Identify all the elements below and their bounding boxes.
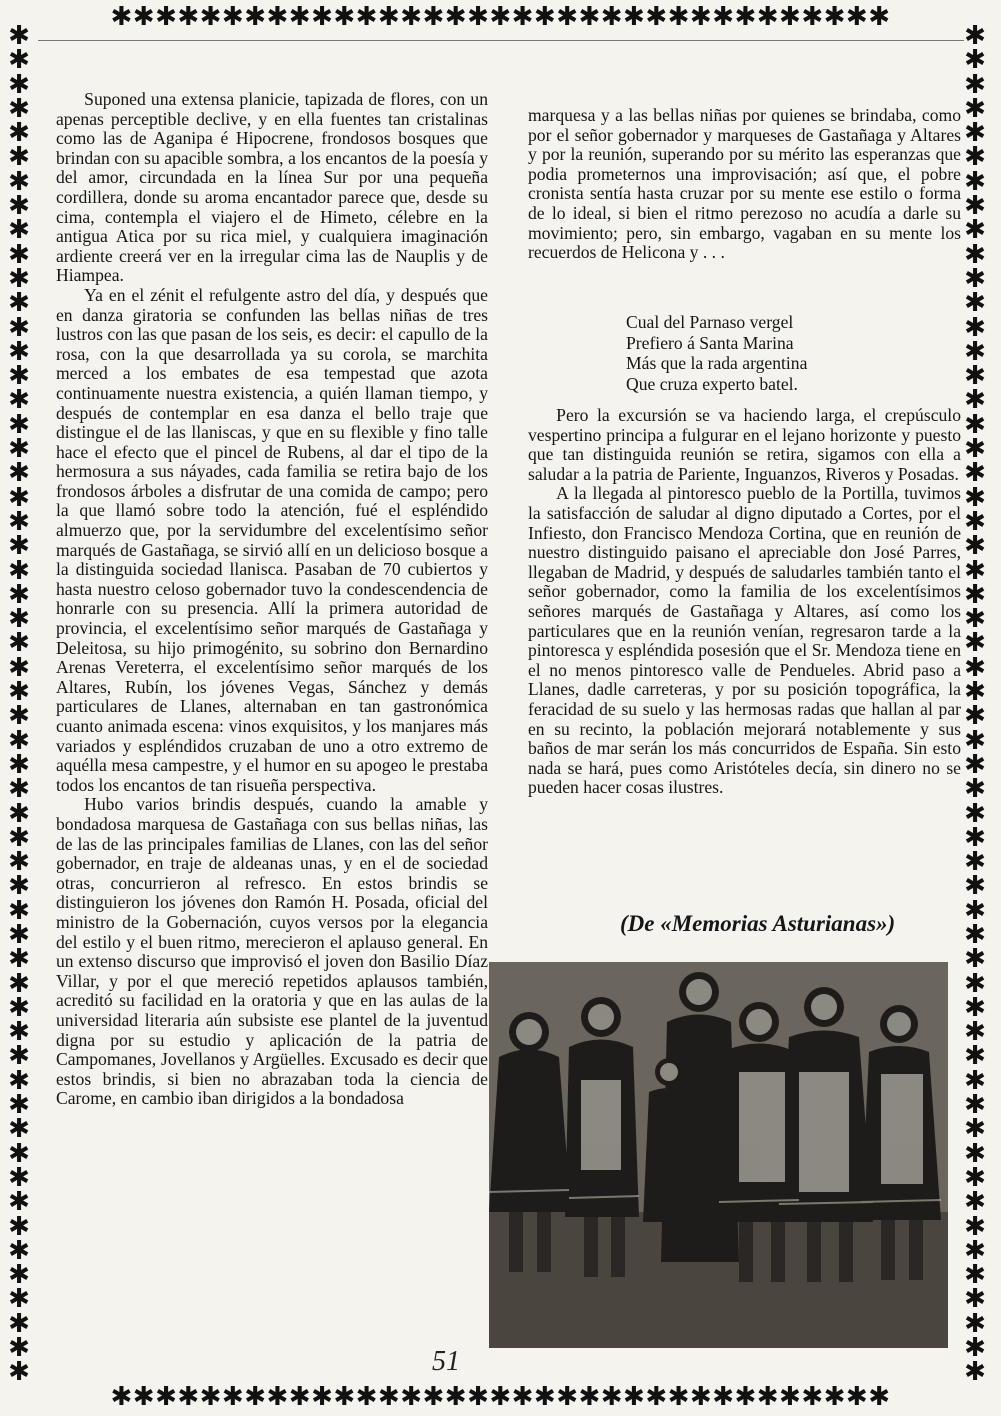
source-prefix: (De « [620, 911, 672, 936]
source-suffix: ») [876, 911, 896, 936]
verse-line: Cual del Parnaso vergel [626, 312, 794, 332]
verse-line: Que cruza experto batel. [626, 373, 798, 394]
star-border-bottom: ✱✱✱✱✱✱✱✱✱✱✱✱✱✱✱✱✱✱✱✱✱✱✱✱✱✱✱✱✱✱✱✱✱✱✱ [110, 1382, 891, 1412]
photo-figures [489, 962, 948, 1348]
right-paragraph-2: Pero la excursión se va haciendo larga, el crepúsculo vespertino principa a fulgurar en el lejano horizonte y puesto que tan distinguida reunión se retira, sigamos con ella a saludar a la patria de Pariente, Inguanzos, Riveros y Posadas. [528, 405, 961, 484]
group-photograph [489, 962, 948, 1348]
right-column-top [528, 106, 961, 263]
left-paragraph-2: Ya en el zénit el refulgente astro del día, y después que en danza giratoria se confunden las bellas niñas de tres lustros con las que pasan de los seis, es decir: el capullo de la rosa, con la que desarrollada ya su corola, se marchita merced a los embates de esa tempestad que azota continuamente nuestra existencia, a quién llaman tiempo, y después de contemplar en esa danza el bello traje que distingue el de las llaniscas, y que en su flexible y fino talle hace el efecto que el pincel de Rubens, al dar el tipo de la hermosura a sus náyades, cada familia se retira bajo de los frondosos árboles a disfrutar de una comida de campo; pero la que llamó sobre todo la atención, fué el espléndido almuerzo que, por la servidumbre del excelentísimo señor marqués de Gastañaga, se sirvió allí en un delicioso bosque a la distinguida sociedad llanisca. Pasaban de 70 cubiertos y hasta nuestro celoso gobernador tuvo la condescendencia de honrarle con su presencia. Allí la primera autoridad de provincia, el excelentísimo señor marqués de Gastañaga y Deleitosa, su hijo primogénito, su sobrino don Bernardino Arenas Vereterra, el excelentísimo señor marqués de los Altares, Rubín, los jóvenes Vegas, Sánchez y demás particulares de Llanes, alternaban en tan gastronómica cuanto animada escena: vinos exquisitos, y los manjares más variados y espléndidos cruzaban de uno a otro extremo de aquélla mesa campestre, y el humor en su apogeo le prestaba todos los encantos de tan risueña perspectiva. [56, 284, 488, 795]
star-border-left: ✱ ✱ ✱ ✱ ✱ ✱ ✱ ✱ ✱ ✱ ✱ ✱ ✱ ✱ ✱ ✱ ✱ ✱ ✱ ✱ ✱ ✱ ✱ ✱ ✱ ✱ ✱ ✱ ✱ ✱ ✱ ✱ ✱ ✱ ✱ ✱ ✱ ✱ ✱ ✱ ✱ ✱ ✱ ✱ ✱ ✱ ✱ ✱ ✱ ✱ ✱ ✱ ✱ ✱ ✱ ✱ [8, 24, 30, 1384]
left-column [56, 90, 488, 1109]
source-title: Memorias Asturianas [671, 911, 877, 936]
star-border-top: ✱✱✱✱✱✱✱✱✱✱✱✱✱✱✱✱✱✱✱✱✱✱✱✱✱✱✱✱✱✱✱✱✱✱✱ [110, 2, 891, 32]
top-rule [38, 40, 964, 41]
page-number: 51 [432, 1346, 460, 1377]
source-citation [620, 911, 950, 937]
left-paragraph-3: Hubo varios brindis después, cuando la amable y bondadosa marquesa de Gastañaga con sus bellas niñas, las de las de las principales familias de Llanes, con las del señor gobernador, en traje de aldeanas unas, y en el de sociedad otras, concurrieron al refresco. En estos brindis se distinguieron los jóvenes don Ramón H. Posada, oficial del ministro de la Gobernación, cuyos versos por la elegancia del estilo y el buen ritmo, merecieron el aplauso general. En un extenso discurso que improvisó el joven don Basilio Díaz Villar, y por el que mereció repetidos aplausos también, acreditó su facilidad en la oratoria y que en las aulas de la universidad literaria aún subsiste ese plantel de la juventud digna por su estudio y aplicación de la patria de Campomanes, Jovellanos y Argüelles. Excusado es decir que estos brindis, si bien no abrazaban toda la ciencia de Carome, en cambio iban dirigidos a la bondadosa [56, 794, 488, 1109]
verse-stanza [626, 312, 946, 394]
star-border-right: ✱ ✱ ✱ ✱ ✱ ✱ ✱ ✱ ✱ ✱ ✱ ✱ ✱ ✱ ✱ ✱ ✱ ✱ ✱ ✱ ✱ ✱ ✱ ✱ ✱ ✱ ✱ ✱ ✱ ✱ ✱ ✱ ✱ ✱ ✱ ✱ ✱ ✱ ✱ ✱ ✱ ✱ ✱ ✱ ✱ ✱ ✱ ✱ ✱ ✱ ✱ ✱ ✱ ✱ ✱ ✱ [964, 24, 986, 1384]
right-paragraph-1: marquesa y a las bellas niñas por quienes se brindaba, como por el señor gobernador y marqueses de Gastañaga y Altares y por la reunión, superando por su mérito las esperanzas que podia prometernos una improvisación; así que, el pobre cronista sentía hasta cruzar por su mente ese estilo o forma de lo ideal, si bien el ritmo perezoso no acudía a darle su movimiento; pero, sin embargo, vagaban en su mente los recuerdos de Helicona y . . . [528, 105, 961, 263]
right-paragraph-3: A la llegada al pintoresco pueblo de la Portilla, tuvimos la satisfacción de saludar al digno diputado a Cortes, por el Infiesto, don Francisco Mendoza Cortina, que en reunión de nuestro distinguido paisano el apreciable don José Parres, llegaban de Madrid, y después de saludarles también tanto el señor gobernador, como la familia de los excelentísimos señores marqués de Gastañaga y Altares, así como los particulares que en la reunión venían, regresaron tarde a la pintoresca y espléndida posesión que el Sr. Mendoza tiene en el no menos pintoresco valle de Pendueles. Abrid paso a Llanes, dadle carreteras, y por su posición topográfica, la feracidad de su suelo y las hermosas radas que hallan al par en su recinto, la población mejorará notablemente y sus baños de mar serán los más concurridos de España. Sin esto nada se hará, pues como Aristóteles decía, sin dinero no se pueden hacer cosas ilustres. [528, 483, 961, 798]
left-paragraph-1: Suponed una extensa planicie, tapizada de flores, con un apenas perceptible declive, y en ella fuentes tan cristalinas como las de Aganipa é Hipocrene, frondosos bosques que brindan con su apacible sombra, a los encantos de la poesía y del amor, circundada en la línea Sur por una pequeña cordillera, donde su aroma encantador parece que, desde su cima, contempla el viajero el de Himeto, célebre en la antigua Atica por su rica miel, y cualquiera imaginación ardiente creerá ver en la irregular cima las de Nauplis y de Hiampea. [56, 89, 488, 286]
right-column-bottom [528, 406, 961, 798]
verse-line: Más que la rada argentina [626, 353, 808, 373]
verse-line: Prefiero á Santa Marina [626, 332, 794, 353]
